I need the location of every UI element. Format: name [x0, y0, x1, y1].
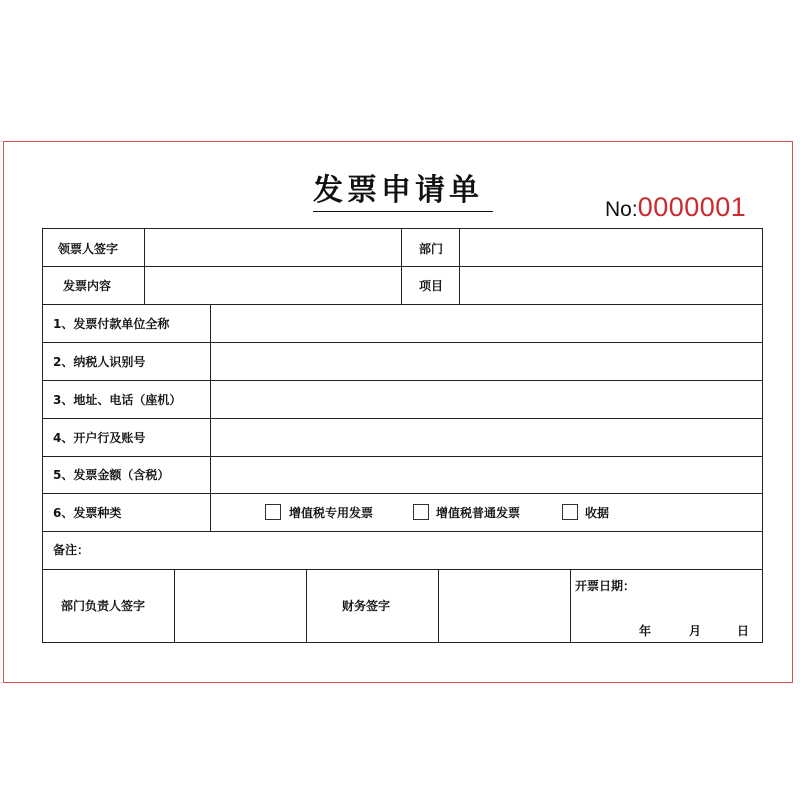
remarks-label: 备注： — [53, 543, 90, 557]
vat-general-checkbox[interactable] — [413, 504, 429, 520]
row-divider — [43, 569, 762, 570]
invoice-type-label: 6、发票种类 — [53, 506, 122, 520]
vat-special-checkbox[interactable] — [265, 504, 281, 520]
row-divider — [43, 380, 762, 381]
date-month-label: 月 — [689, 624, 702, 638]
row-divider — [43, 531, 762, 532]
row-divider — [43, 493, 762, 494]
project-label: 项目 — [419, 279, 444, 293]
receipt-checkbox[interactable] — [562, 504, 578, 520]
serial-label: No: — [605, 198, 638, 221]
address-phone-label: 3、地址、电话（座机） — [53, 393, 182, 407]
col-divider — [174, 569, 175, 643]
col-divider — [210, 304, 211, 531]
vat-special-option-label: 增值税专用发票 — [289, 506, 374, 520]
row-divider — [43, 456, 762, 457]
col-divider — [438, 569, 439, 643]
serial-value: 0000001 — [637, 192, 747, 222]
invoice-form-table — [42, 228, 763, 643]
date-year-label: 年 — [639, 624, 652, 638]
dept-head-signature-label: 部门负责人签字 — [61, 599, 146, 613]
row-divider — [43, 304, 762, 305]
bank-account-label: 4、开户行及账号 — [53, 431, 146, 445]
finance-signature-label: 财务签字 — [342, 599, 391, 613]
recipient-signature-label: 领票人签字 — [58, 242, 119, 256]
title-underline — [313, 211, 493, 212]
form-title: 发票申请单 — [313, 173, 483, 208]
col-divider — [570, 569, 571, 643]
serial-number — [605, 192, 746, 226]
issue-date-label: 开票日期： — [575, 579, 636, 593]
invoice-content-label: 发票内容 — [63, 279, 112, 293]
col-divider — [401, 229, 402, 304]
row-divider — [43, 418, 762, 419]
col-divider — [459, 229, 460, 304]
payer-name-label: 1、发票付款单位全称 — [53, 317, 170, 331]
col-divider — [306, 569, 307, 643]
vat-general-option-label: 增值税普通发票 — [436, 506, 521, 520]
department-label: 部门 — [419, 242, 444, 256]
taxpayer-id-label: 2、纳税人识别号 — [53, 355, 146, 369]
row-divider — [43, 266, 762, 267]
col-divider — [144, 229, 145, 304]
receipt-option-label: 收据 — [585, 506, 610, 520]
invoice-amount-label: 5、发票金额（含税） — [53, 468, 170, 482]
row-divider — [43, 342, 762, 343]
date-day-label: 日 — [737, 624, 750, 638]
